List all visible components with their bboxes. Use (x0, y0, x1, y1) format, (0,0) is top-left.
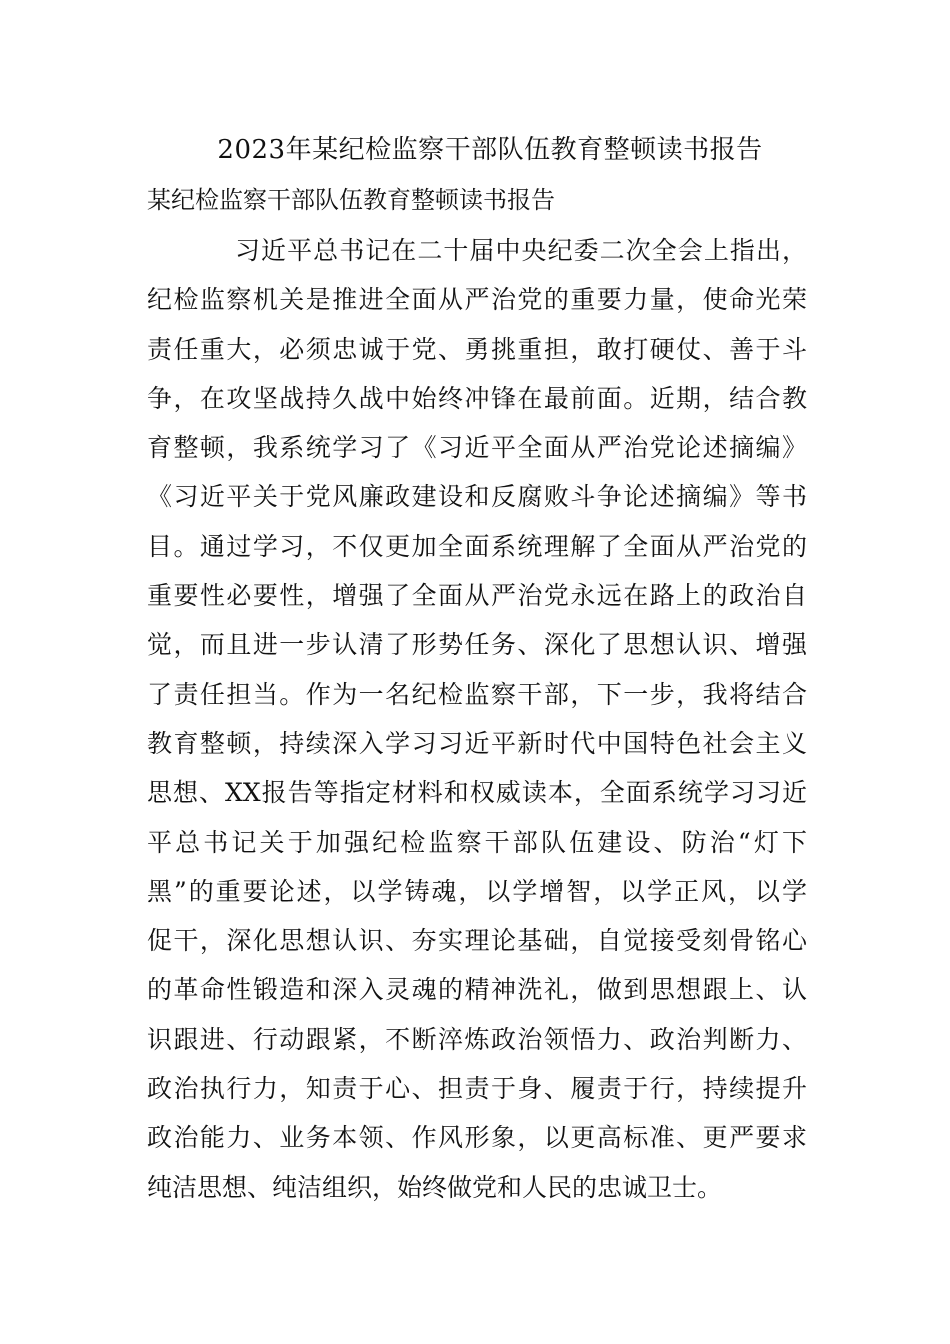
paragraph-line: 平总书记关于加强纪检监察干部队伍建设、防治“灯下 (147, 827, 807, 857)
paragraph-line: 责任重大，必须忠诚于党、勇挑重担，敢打硬仗、善于斗 (147, 334, 807, 364)
paragraph-line: 思想、XX报告等指定材料和权威读本，全面系统学习习近 (147, 778, 807, 808)
paragraph-line: 识跟进、行动跟紧，不断淬炼政治领悟力、政治判断力、 (147, 1024, 807, 1054)
paragraph-line: 政治执行力，知责于心、担责于身、履责于行，持续提升 (147, 1074, 807, 1104)
paragraph-line: 争，在攻坚战持久战中始终冲锋在最前面。近期，结合教 (147, 383, 807, 413)
paragraph-line: 黑”的重要论述，以学铸魂，以学增智，以学正风，以学 (147, 876, 807, 906)
document-title: 2023年某纪检监察干部队伍教育整顿读书报告 (217, 135, 763, 165)
paragraph-line: 的革命性锻造和深入灵魂的精神洗礼，做到思想跟上、认 (147, 975, 807, 1005)
paragraph-line: 教育整顿，持续深入学习习近平新时代中国特色社会主义 (147, 728, 807, 758)
paragraph-line: 《习近平关于党风廉政建设和反腐败斗争论述摘编》等书 (147, 482, 807, 512)
paragraph-line: 政治能力、业务本领、作风形象，以更高标准、更严要求 (147, 1123, 807, 1153)
paragraph-line: 促干，深化思想认识、夯实理论基础，自觉接受刻骨铭心 (147, 926, 807, 956)
document-subtitle: 某纪检监察干部队伍教育整顿读书报告 (147, 186, 555, 214)
paragraph-line: 觉，而且进一步认清了形势任务、深化了思想认识、增强 (147, 630, 807, 660)
body-paragraph (147, 226, 807, 1212)
paragraph-line: 纪检监察机关是推进全面从严治党的重要力量，使命光荣 (147, 285, 807, 315)
paragraph-line: 了责任担当。作为一名纪检监察干部，下一步，我将结合 (147, 679, 807, 709)
paragraph-line: 习近平总书记在二十届中央纪委二次全会上指出， (235, 236, 807, 265)
paragraph-line: 目。通过学习，不仅更加全面系统理解了全面从严治党的 (147, 531, 807, 561)
paragraph-line: 育整顿，我系统学习了《习近平全面从严治党论述摘编》 (147, 433, 807, 463)
paragraph-line: 纯洁思想、纯洁组织，始终做党和人民的忠诚卫士。 (147, 1172, 723, 1202)
paragraph-line: 重要性必要性，增强了全面从严治党永远在路上的政治自 (147, 581, 807, 611)
